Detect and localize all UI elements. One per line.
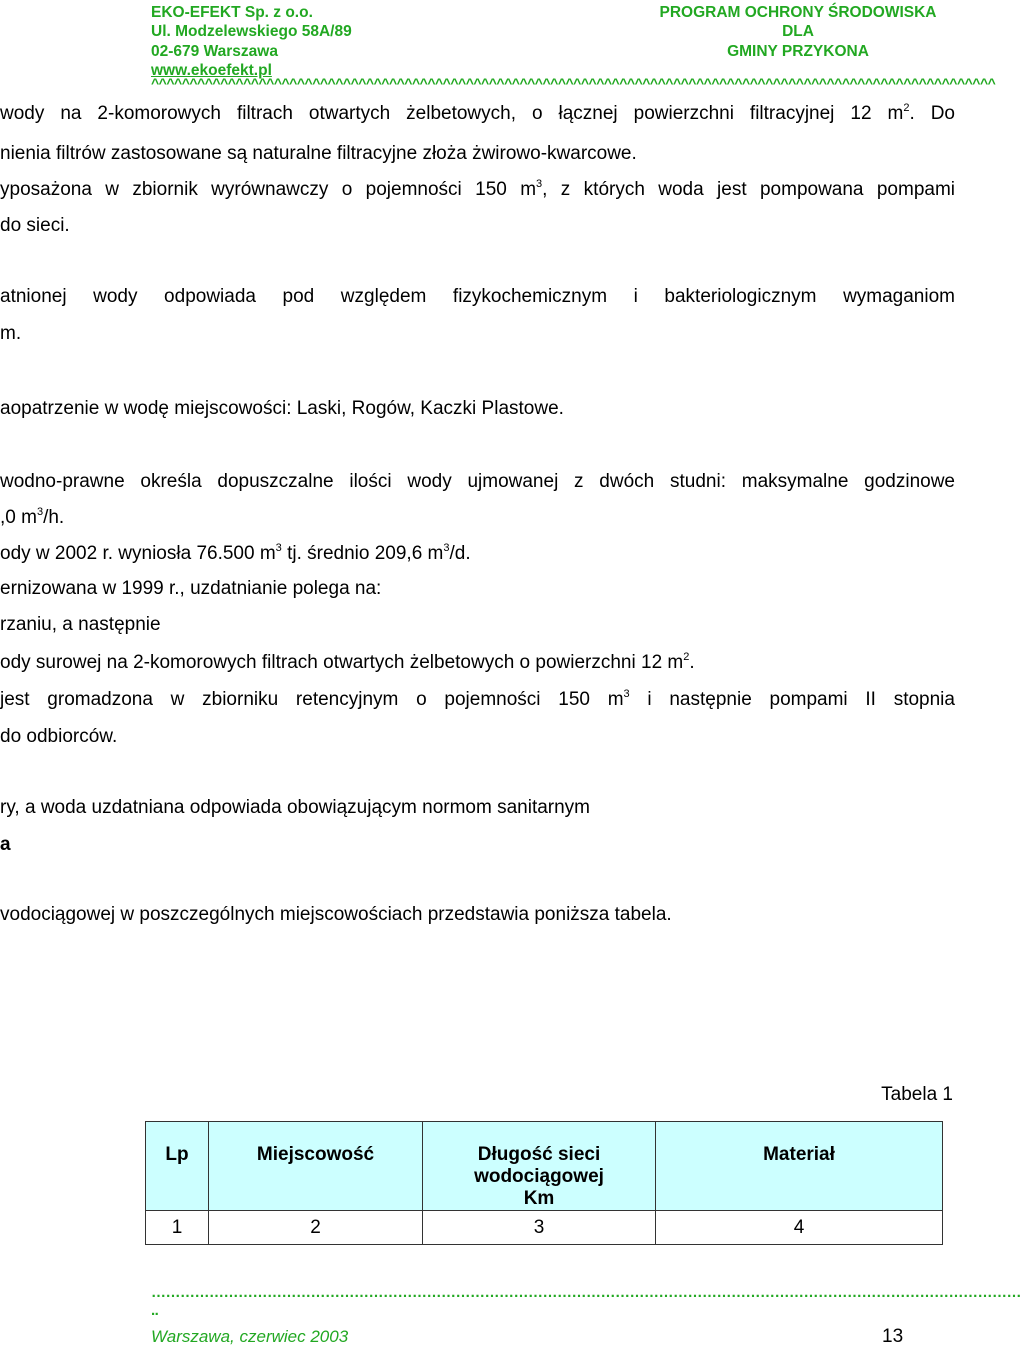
- company-name: EKO-EFEKT Sp. z o.o.: [151, 4, 313, 21]
- table-cell: 2: [209, 1211, 423, 1245]
- table-header-row: [146, 1122, 943, 1211]
- body-line-5: atnionej wody odpowiada pod względem fizykochemicznym i bakteriologicznym wymaganiom: [0, 286, 955, 307]
- body-line-16: ry, a woda uzdatniana odpowiada obowiązującym normom sanitarnym: [0, 797, 591, 818]
- body-line-10: ody w 2002 r. wyniosła 76.500 $m^3$ tj. średnio 209,6 $m^3/d$.: [0, 541, 471, 564]
- body-line-2: nienia filtrów zastosowane są naturalne filtracyjne złoża żwirowo-kwarcowe.: [0, 143, 637, 164]
- body-line-14: jest gromadzona w zbiorniku retencyjnym o pojemności 150 $m^3$ i następnie pompami II stopnia: [0, 687, 955, 710]
- body-line-1: wody na 2-komorowych filtrach otwartych żelbetowych, o łącznej powierzchni filtracyjnej 12 $m^2$. Do: [0, 101, 955, 124]
- body-line-6: m.: [0, 323, 22, 344]
- network-length-table: [145, 1121, 943, 1245]
- table-header-locality: Miejscowość: [209, 1122, 423, 1211]
- page-number: 13: [882, 1326, 904, 1347]
- body-line-17-heading-fragment: a: [0, 834, 11, 855]
- body-line-7: aopatrzenie w wodę miejscowości: Laski, Rogów, Kaczki Plastowe.: [0, 398, 564, 419]
- body-line-13: ody surowej na 2-komorowych filtrach otwartych żelbetowych o powierzchni 12 $m^2$.: [0, 650, 695, 673]
- footer-place-date: Warszawa, czerwiec 2003: [151, 1327, 349, 1346]
- table-cell: 4: [656, 1211, 943, 1245]
- header-caret-rule: ^^^^^^^^^^^^^^^^^^^^^^^^^^^^^^^^^^^^^^^^^^^^^^^^^^^^^^^^^^^^^^^^^^^^^^^^^^^^^^^^^^^^^^^^^^^^^^^^^^^^^^^^^^^^^^: [151, 75, 996, 91]
- company-city: 02-679 Warszawa: [151, 42, 278, 60]
- program-title-line3: GMINY PRZYKONA: [727, 42, 869, 60]
- table-cell: 3: [423, 1211, 656, 1245]
- company-street: Ul. Modzelewskiego 58A/89: [151, 23, 352, 41]
- table-header-lp: Lp: [146, 1122, 209, 1211]
- header-program-block: [600, 3, 996, 61]
- table-header-length: Długość sieci wodociągowej Km: [423, 1122, 656, 1211]
- body-line-3: yposażona w zbiornik wyrównawczy o pojemności 150 $m^3$, z których woda jest pompowana pompami: [0, 177, 956, 200]
- body-line-18: vodociągowej w poszczególnych miejscowościach przedstawia poniższa tabela.: [0, 904, 672, 925]
- table-caption: Tabela 1: [881, 1084, 953, 1105]
- body-line-8: wodno-prawne określa dopuszczalne ilości wody ujmowanej z dwóch studni: maksymalne godzinowe: [0, 471, 955, 492]
- table-row: [146, 1211, 943, 1245]
- company-website-link[interactable]: www.ekoefekt.pl: [151, 61, 272, 79]
- body-line-4: do sieci.: [0, 215, 70, 236]
- body-line-9: ,0 $m^3/h$.: [0, 505, 65, 528]
- table-header-material: Materiał: [656, 1122, 943, 1211]
- program-title-line2: DLA: [782, 23, 814, 41]
- table-cell: 1: [146, 1211, 209, 1245]
- program-title-line1: PROGRAM OCHRONY ŚRODOWISKA: [659, 4, 937, 21]
- body-line-15: do odbiorców.: [0, 726, 118, 747]
- body-line-12: rzaniu, a następnie: [0, 614, 161, 635]
- header-company-block: [151, 3, 352, 80]
- body-line-11: ernizowana w 1999 r., uzdatnianie polega na:: [0, 578, 382, 599]
- footer-dotted-rule: ……………………………………………………………………………………………………………………………………………………………… ..: [151, 1284, 1021, 1319]
